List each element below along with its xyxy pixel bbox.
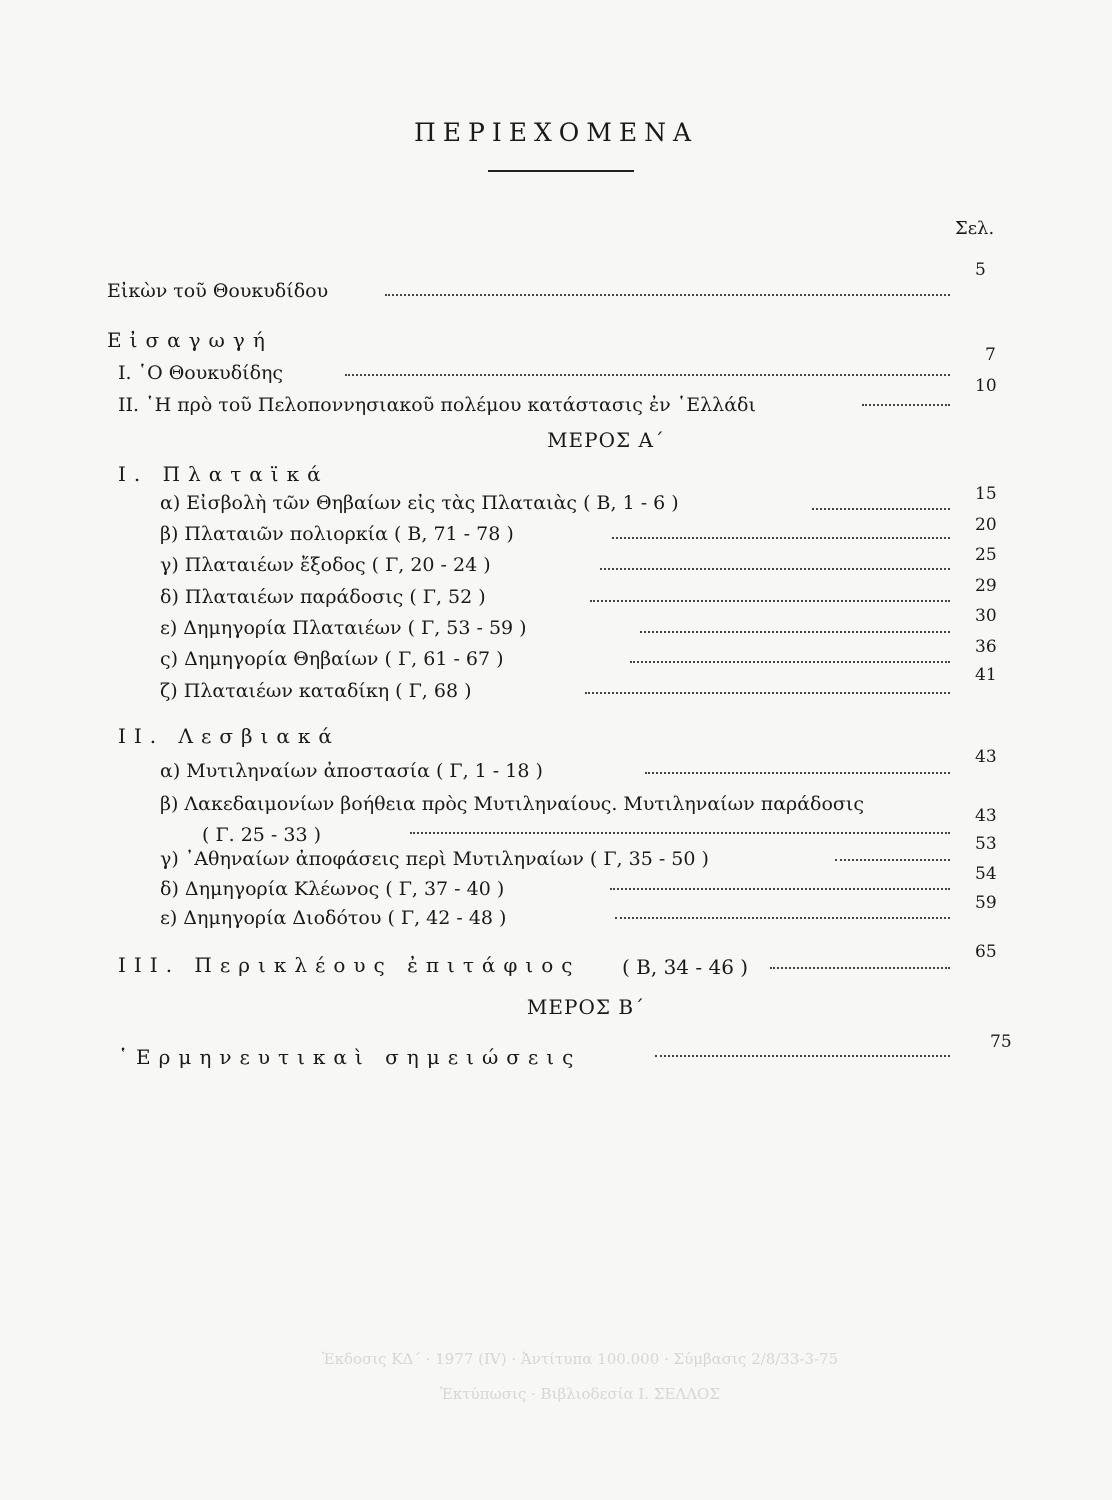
toc-entry-page: 7 [985,345,996,365]
leader-dots [645,772,950,774]
toc-entry-page: 43 [975,747,997,767]
toc-entry-text: ε) Δημηγορία Πλαταιέων ( Γ, 53 - 59 ) [160,617,527,639]
toc-entry-page: 54 [975,864,997,884]
section-heading-lesviaka: II. Λεσβιακά [118,724,340,748]
leader-dots [345,374,950,376]
toc-entry-text: δ) Δημηγορία Κλέωνος ( Γ, 37 - 40 ) [160,878,505,900]
toc-entry-text: Εἰκὼν τοῦ Θουκυδίδου [107,280,329,302]
toc-entry-text: β) Λακεδαιμονίων βοήθεια πρὸς Μυτιληναίους. Μυτιληναίων παράδοσις [160,793,864,815]
part-heading-a: ΜΕΡΟΣ Α΄ [547,428,665,452]
showthrough-text: Ἐκδοσις ΚΔ΄ · 1977 (IV) · Ἀντίτυπα 100.000 · Σύμβασις 2/8/33-3-75 [321,1350,839,1368]
toc-entry-page: 15 [975,484,997,504]
toc-entry [0,545,1112,584]
leader-dots [770,967,950,969]
toc-entry-page: 59 [975,893,997,913]
part-heading-b: ΜΕΡΟΣ Β΄ [526,995,646,1019]
toc-entry [0,893,1112,937]
toc-entry-page: 5 [975,260,986,280]
toc-entry-text: γ) ᾿Αθηναίων ἀποφάσεις περὶ Μυτιληναίων ( Γ, 35 - 50 ) [160,848,709,870]
toc-entry-text: δ) Πλαταιέων παράδοσις ( Γ, 52 ) [160,586,486,608]
toc-entry-text: α) Μυτιληναίων ἀποστασία ( Γ, 1 - 18 ) [160,760,543,782]
leader-dots [615,917,950,919]
toc-entry [0,345,1112,392]
toc-entry-text: ( Γ. 25 - 33 ) [202,824,322,846]
toc-entry-text: α) Εἰσβολὴ τῶν Θηβαίων εἰς τὰς Πλαταιὰς ( Β, 1 - 6 ) [160,492,679,514]
leader-dots [812,508,950,510]
toc-entry-page: 41 [975,665,997,685]
leader-dots [600,568,950,570]
toc-entry-page: 43 [975,806,997,826]
toc-entry-text: ε) Δημηγορία Διοδότου ( Γ, 42 - 48 ) [160,907,507,929]
toc-entry [0,376,1112,424]
leader-dots [630,661,950,663]
page-column-label: Σελ. [955,218,995,239]
toc-entry [0,484,1112,522]
section-heading-epitafios: III. Περικλέους ἐπιτάφιος [118,953,581,977]
toc-entry [0,1032,1112,1075]
toc-entry-page: 75 [990,1032,1012,1052]
toc-entry-page: 65 [975,942,997,962]
leader-dots [385,294,950,296]
leader-dots [640,631,950,633]
leader-dots [862,404,950,406]
toc-entry-page: 20 [975,515,997,535]
toc-entry-page: 30 [975,606,997,626]
toc-entry-text: II. ῾Η πρὸ τοῦ Πελοποννησιακοῦ πολέμου κατάστασις ἐν ῾Ελλάδι [118,394,756,416]
title-underline [488,170,634,172]
toc-entry-page: 36 [975,637,997,657]
toc-entry [0,515,1112,553]
toc-entry-page: 53 [975,834,997,854]
toc-entry [0,260,1112,310]
toc-entry-page: 29 [975,576,997,596]
toc-entry-text: β) Πλαταιῶν πολιορκία ( Β, 71 - 78 ) [160,523,514,545]
toc-entry-text: γ) Πλαταιέων ἔξοδος ( Γ, 20 - 24 ) [160,554,491,576]
toc-entry [0,747,1112,790]
leader-dots [612,537,950,539]
leader-dots [590,600,950,602]
page-title: ΠΕΡΙΕΧΟΜΕΝΑ [413,118,699,147]
toc-entry [0,606,1112,647]
showthrough-text: Ἐκτύπωσις · Βιβλιοδεσία Ι. ΣΕΛΛΟΣ [440,1385,720,1403]
toc-entry [0,665,1112,710]
toc-entry-text: ῾Ερμηνευτικαὶ σημειώσεις [118,1045,582,1069]
toc-entry [0,576,1112,616]
toc-entry-text: ς) Δημηγορία Θηβαίων ( Γ, 61 - 67 ) [160,648,504,670]
section-heading-intro: Εἰσαγωγή [107,328,273,352]
toc-entry-ref: ( Β, 34 - 46 ) [622,955,749,979]
toc-entry [0,942,1112,985]
leader-dots [585,692,950,694]
toc-entry [0,637,1112,678]
section-heading-plataika: I. Πλαταϊκά [118,462,329,486]
toc-entry [0,793,1112,823]
toc-entry-text: ζ) Πλαταιέων καταδίκη ( Γ, 68 ) [160,680,472,702]
toc-entry-page: 25 [975,545,997,565]
toc-entry [0,864,1112,908]
leader-dots [835,859,950,861]
toc-entry-page: 10 [975,376,997,396]
leader-dots [410,832,950,834]
leader-dots [610,888,950,890]
leader-dots [655,1055,950,1057]
toc-entry-text: I. ῾Ο Θουκυδίδης [118,362,284,384]
